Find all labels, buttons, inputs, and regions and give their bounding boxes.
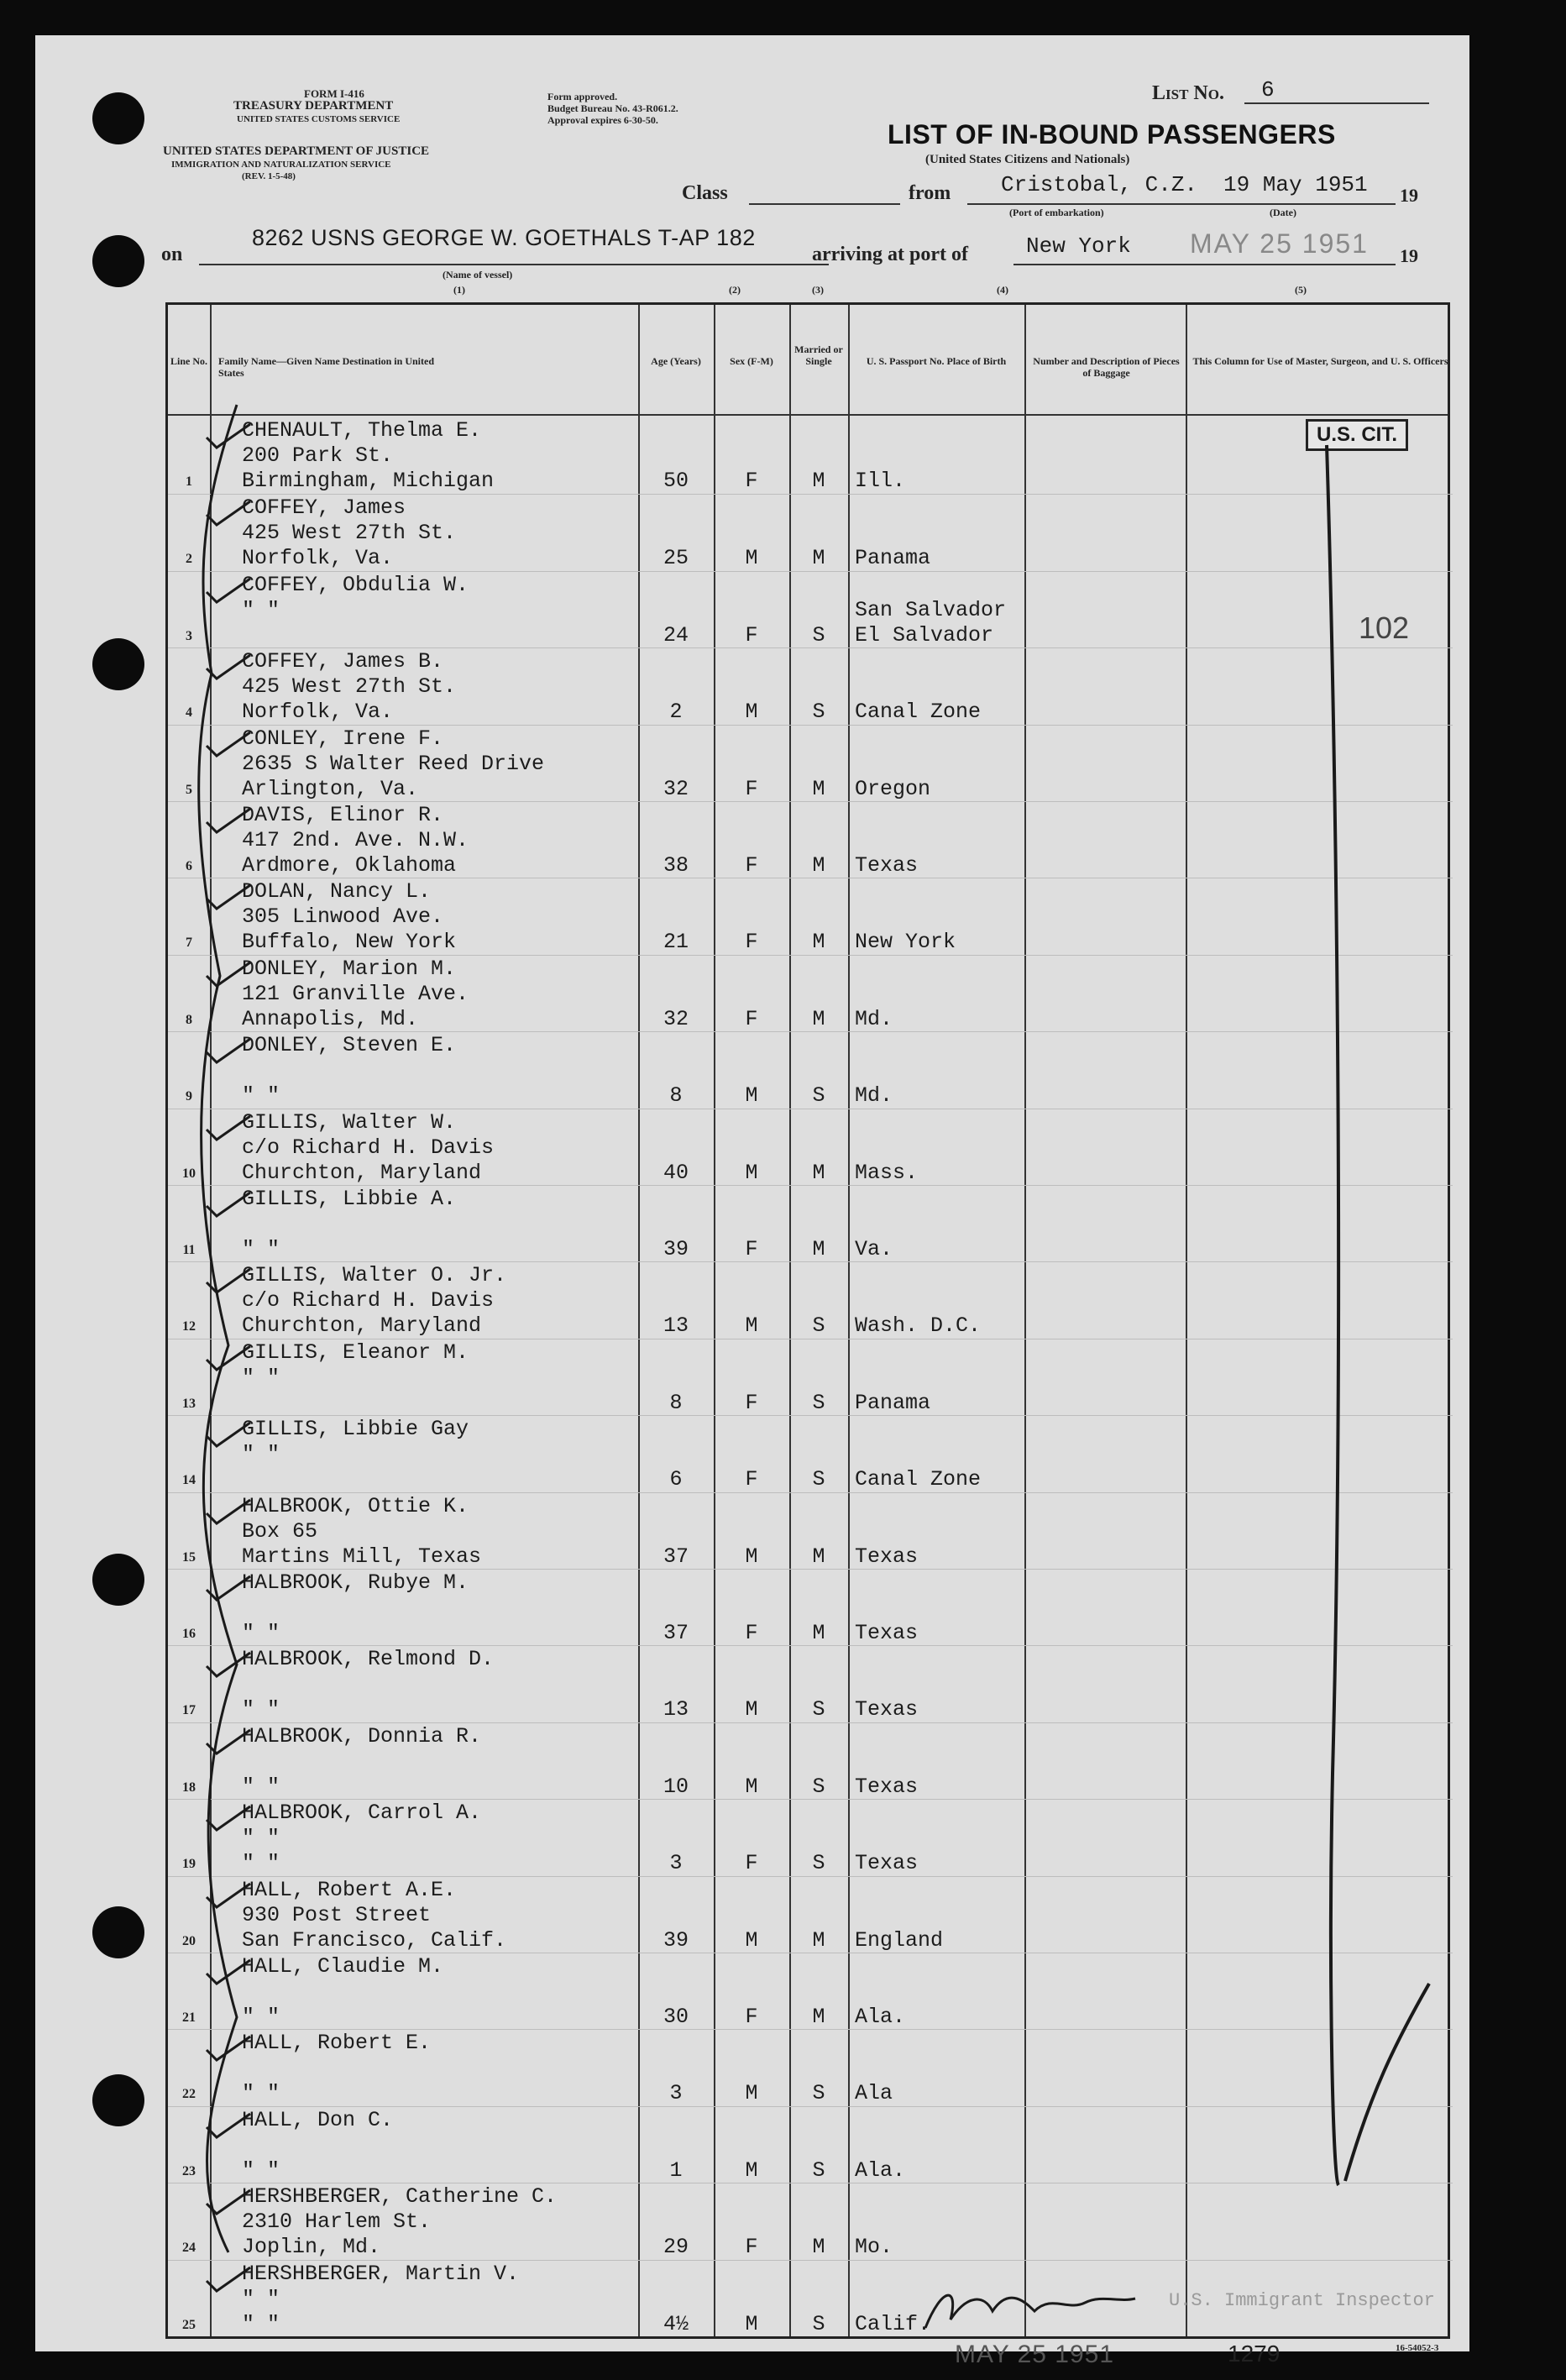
line-number: 3 — [186, 628, 192, 643]
passenger-name: HALL, Claudie M. — [242, 1954, 444, 1979]
passenger-name: CONLEY, Irene F. — [242, 726, 444, 751]
destination-line: San Francisco, Calif. — [242, 1927, 507, 1953]
age-value: 6 — [669, 1467, 683, 1492]
age-value: 29 — [663, 2235, 689, 2260]
arriving-label: arriving at port of — [812, 244, 968, 265]
line-number: 17 — [182, 1703, 196, 1718]
vessel-name: 8262 USNS GEORGE W. GOETHALS T-AP 182 — [252, 225, 756, 250]
passenger-name: GILLIS, Walter W. — [242, 1109, 457, 1135]
age-value: 39 — [663, 1927, 689, 1953]
line-number: 25 — [182, 2317, 196, 2332]
place-of-birth: Panama — [855, 546, 931, 571]
header-married: Married or Single — [794, 343, 843, 367]
inspector-signature — [909, 2269, 1144, 2345]
marital-status: S — [812, 1851, 825, 1876]
age-value: 37 — [663, 1621, 689, 1645]
line-number: 19 — [182, 1857, 196, 1872]
year-suffix: 19 — [1400, 185, 1418, 206]
sex-value: F — [745, 1390, 758, 1415]
place-of-birth: Mo. — [855, 2235, 893, 2260]
class-label: Class — [682, 182, 728, 204]
age-value: 4½ — [663, 2311, 689, 2336]
passenger-name: HERSHBERGER, Catherine C. — [242, 2184, 558, 2210]
place-of-birth: Texas — [855, 1544, 919, 1569]
header-age: Age (Years) — [651, 355, 701, 367]
destination-line: " " — [242, 1365, 280, 1390]
line-number: 4 — [186, 705, 192, 721]
sex-value: F — [745, 1006, 758, 1031]
page-title: LIST OF IN-BOUND PASSENGERS — [888, 119, 1336, 149]
header-passport: U. S. Passport No. Place of Birth — [866, 355, 1007, 367]
bottom-number: 1279 — [1228, 2341, 1281, 2367]
marital-status: S — [812, 2157, 825, 2183]
destination-line: " " — [242, 1083, 280, 1109]
sex-value: M — [745, 1313, 758, 1339]
line-number: 18 — [182, 1780, 196, 1795]
sex-value: M — [745, 1160, 758, 1185]
sex-value: F — [745, 853, 758, 878]
destination-line: Arlington, Va. — [242, 776, 419, 801]
page-subtitle: (United States Citizens and Nationals) — [925, 153, 1130, 166]
marital-status: S — [812, 622, 825, 647]
bottom-date-stamp: MAY 25 1951 — [955, 2341, 1115, 2368]
line-number: 22 — [182, 2087, 196, 2102]
destination-line: 417 2nd. Ave. N.W. — [242, 828, 469, 852]
marital-status: S — [812, 1313, 825, 1339]
line-number: 10 — [182, 1166, 196, 1181]
sex-value: M — [745, 2081, 758, 2106]
sex-value: M — [745, 1544, 758, 1569]
age-value: 50 — [663, 469, 689, 493]
from-label: from — [909, 182, 951, 204]
line-number: 23 — [182, 2163, 196, 2178]
destination-line: " " — [242, 1697, 280, 1722]
sex-value: F — [745, 2005, 758, 2029]
place-of-birth: Texas — [855, 1774, 919, 1799]
place-of-birth: Md. — [855, 1006, 893, 1031]
passenger-name: HALL, Robert A.E. — [242, 1877, 457, 1902]
age-value: 30 — [663, 2005, 689, 2029]
place-of-birth: Texas — [855, 853, 919, 878]
destination-line: Ardmore, Oklahoma — [242, 853, 457, 878]
place-of-birth: Wash. D.C. — [855, 1313, 982, 1339]
destination-line: Martins Mill, Texas — [242, 1544, 482, 1569]
line-number: 8 — [186, 1012, 192, 1027]
age-value: 25 — [663, 546, 689, 571]
treasury-dept: TREASURY DEPARTMENT — [233, 99, 394, 113]
passenger-name: CHENAULT, Thelma E. — [242, 418, 482, 443]
marital-status: M — [812, 1160, 825, 1185]
passenger-name: HALBROOK, Carrol A. — [242, 1801, 482, 1826]
form-sheet — [35, 35, 1469, 2368]
col-number: (3) — [812, 284, 824, 296]
arrival-port: New York — [1026, 233, 1131, 259]
passenger-name: HALBROOK, Ottie K. — [242, 1493, 469, 1518]
destination-line: " " — [242, 2286, 280, 2311]
approval-line-3: Approval expires 6-30-50. — [547, 114, 658, 126]
age-value: 3 — [669, 2081, 683, 2106]
on-label: on — [161, 244, 183, 265]
passenger-name: DONLEY, Marion M. — [242, 956, 457, 981]
sex-value: F — [745, 2235, 758, 2260]
marital-status: M — [812, 1927, 825, 1953]
passenger-name: COFFEY, James — [242, 495, 406, 521]
line-number: 15 — [182, 1549, 196, 1565]
destination-line: Joplin, Md. — [242, 2235, 381, 2260]
line-number: 16 — [182, 1627, 196, 1641]
destination-line: 425 West 27th St. — [242, 521, 457, 546]
marital-status: M — [812, 930, 825, 955]
marital-status: M — [812, 546, 825, 571]
age-value: 3 — [669, 1851, 683, 1876]
destination-line: 200 Park St. — [242, 443, 394, 468]
marital-status: S — [812, 1390, 825, 1415]
place-of-birth: England — [855, 1927, 944, 1953]
destination-line: c/o Richard H. Davis — [242, 1135, 495, 1160]
col-number: (4) — [997, 284, 1008, 296]
sex-value: M — [745, 700, 758, 725]
place-of-birth: Mass. — [855, 1160, 919, 1185]
place-of-birth: Calif. — [855, 2311, 931, 2336]
marital-status: M — [812, 2005, 825, 2029]
marital-status: S — [812, 1083, 825, 1109]
destination-line: Box 65 — [242, 1518, 318, 1544]
sex-value: F — [745, 776, 758, 801]
destination-line: " " — [242, 1237, 280, 1261]
us-citizen-stamp: U.S. CIT. — [1306, 419, 1408, 451]
passenger-name: HALBROOK, Rubye M. — [242, 1570, 469, 1595]
col-number: (1) — [453, 284, 465, 296]
place-of-birth: Ala. — [855, 2157, 906, 2183]
destination-line: " " — [242, 1621, 280, 1645]
age-value: 38 — [663, 853, 689, 878]
header-sex: Sex (F-M) — [730, 355, 773, 367]
destination-line: Norfolk, Va. — [242, 700, 394, 725]
place-of-birth: Ala — [855, 2081, 893, 2106]
form-number: FORM I-416 — [304, 87, 364, 100]
place-of-birth: Texas — [855, 1851, 919, 1876]
passenger-name: COFFEY, Obdulia W. — [242, 572, 469, 597]
header-line-no: Line No. — [170, 355, 207, 367]
marital-status: S — [812, 700, 825, 725]
marital-status: S — [812, 2311, 825, 2336]
sex-value: F — [745, 1467, 758, 1492]
destination-line: 2310 Harlem St. — [242, 2210, 432, 2235]
age-value: 24 — [663, 622, 689, 647]
check-marks-squiggle — [199, 405, 237, 2252]
line-number: 5 — [186, 782, 192, 797]
destination-line: Churchton, Maryland — [242, 1160, 482, 1185]
destination-line: 425 West 27th St. — [242, 674, 457, 700]
marital-status: M — [812, 1621, 825, 1645]
age-value: 8 — [669, 1390, 683, 1415]
destination-line: " " — [242, 1851, 280, 1876]
place-of-birth: Panama — [855, 1390, 931, 1415]
line-number: 13 — [182, 1396, 196, 1411]
sex-value: M — [745, 1927, 758, 1953]
sex-value: M — [745, 1774, 758, 1799]
place-of-birth: Ala. — [855, 2005, 906, 2029]
destination-line: 121 Granville Ave. — [242, 981, 469, 1006]
passenger-count: 102 — [1359, 611, 1410, 645]
place-of-birth: Ill. — [855, 469, 906, 493]
age-value: 32 — [663, 1006, 689, 1031]
passenger-name: GILLIS, Libbie A. — [242, 1187, 457, 1211]
destination-line: " " — [242, 2311, 280, 2336]
destination-line: Annapolis, Md. — [242, 1006, 419, 1031]
arrival-date-stamp: MAY 25 1951 — [1190, 228, 1369, 259]
marital-status: S — [812, 2081, 825, 2106]
embark-date: 19 May 1951 — [1223, 172, 1368, 197]
port-of-embarkation: Cristobal, C.Z. — [1001, 172, 1198, 197]
passenger-name: GILLIS, Walter O. Jr. — [242, 1263, 507, 1288]
line-number: 12 — [182, 1319, 196, 1334]
vessel-caption: (Name of vessel) — [443, 269, 513, 280]
passenger-name: GILLIS, Libbie Gay — [242, 1417, 469, 1442]
destination-line: " " — [242, 2081, 280, 2106]
marital-status: M — [812, 776, 825, 801]
sex-value: F — [745, 1621, 758, 1645]
sex-value: F — [745, 1237, 758, 1261]
marital-status: S — [812, 1697, 825, 1722]
age-value: 21 — [663, 930, 689, 955]
header-name: Family Name—Given Name Destination in United States — [218, 355, 434, 379]
marital-status: M — [812, 2235, 825, 2260]
age-value: 39 — [663, 1237, 689, 1261]
year-suffix-2: 19 — [1400, 245, 1418, 266]
col-number: (5) — [1295, 284, 1307, 296]
line-number: 2 — [186, 552, 192, 567]
passenger-name: HALL, Don C. — [242, 2107, 394, 2132]
line-number: 24 — [182, 2241, 196, 2256]
marital-status: M — [812, 469, 825, 493]
approval-line-2: Budget Bureau No. 43-R061.2. — [547, 102, 678, 114]
list-number: 6 — [1261, 77, 1275, 102]
place-of-birth: San Salvador — [855, 597, 1007, 622]
line-number: 21 — [182, 2010, 196, 2025]
passenger-name: HERSHBERGER, Martin V. — [242, 2261, 520, 2286]
age-value: 13 — [663, 1697, 689, 1722]
date-caption: (Date) — [1270, 207, 1296, 218]
destination-line: Churchton, Maryland — [242, 1313, 482, 1339]
place-of-birth: Oregon — [855, 776, 931, 801]
approval-line-1: Form approved. — [547, 91, 618, 102]
marital-status: M — [812, 1006, 825, 1031]
passenger-name: HALL, Robert E. — [242, 2031, 432, 2056]
sex-value: M — [745, 546, 758, 571]
place-of-birth: El Salvador — [855, 622, 994, 647]
place-of-birth: Va. — [855, 1237, 893, 1261]
age-value: 2 — [669, 700, 683, 725]
line-number: 11 — [182, 1243, 196, 1257]
col-number: (2) — [729, 284, 741, 296]
ins-service: IMMIGRATION AND NATURALIZATION SERVICE — [171, 160, 391, 170]
destination-line: Buffalo, New York — [242, 930, 457, 955]
place-of-birth: Md. — [855, 1083, 893, 1109]
footer-code: 16-54052-3 — [1396, 2343, 1439, 2353]
doj-dept: UNITED STATES DEPARTMENT OF JUSTICE — [163, 144, 430, 158]
sex-value: F — [745, 469, 758, 493]
place-of-birth: New York — [855, 930, 956, 955]
list-label: List No. — [1152, 82, 1224, 104]
line-number: 6 — [186, 859, 192, 873]
vertical-pen-line — [1327, 445, 1338, 2185]
destination-line: " " — [242, 2005, 280, 2029]
passenger-name: HALBROOK, Relmond D. — [242, 1647, 495, 1672]
place-of-birth: Canal Zone — [855, 1467, 982, 1492]
age-value: 32 — [663, 776, 689, 801]
sex-value: M — [745, 1697, 758, 1722]
destination-line: " " — [242, 597, 280, 622]
passenger-name: DONLEY, Steven E. — [242, 1033, 457, 1058]
marital-status: M — [812, 853, 825, 878]
destination-line: " " — [242, 1826, 280, 1851]
destination-line: 930 Post Street — [242, 1902, 432, 1927]
marital-status: S — [812, 1467, 825, 1492]
line-number: 7 — [186, 936, 192, 951]
place-of-birth: Canal Zone — [855, 700, 982, 725]
sex-value: F — [745, 930, 758, 955]
inspector-title: U.S. Immigrant Inspector — [1169, 2290, 1435, 2311]
header-baggage: Number and Description of Pieces of Baggage — [1033, 355, 1180, 379]
destination-line: Birmingham, Michigan — [242, 469, 495, 493]
sex-value: M — [745, 2157, 758, 2183]
sex-value: F — [745, 622, 758, 647]
line-number: 14 — [182, 1473, 196, 1488]
destination-line: 2635 S Walter Reed Drive — [242, 751, 545, 776]
destination-line: " " — [242, 1774, 280, 1799]
customs-service: UNITED STATES CUSTOMS SERVICE — [237, 114, 401, 124]
destination-line: " " — [242, 1442, 280, 1467]
age-value: 37 — [663, 1544, 689, 1569]
header-officers: This Column for Use of Master, Surgeon, and U. S. Officers — [1192, 355, 1448, 367]
place-of-birth: Texas — [855, 1621, 919, 1645]
pen-markings — [35, 35, 1469, 2351]
destination-line: " " — [242, 2157, 280, 2183]
passenger-name: COFFEY, James B. — [242, 649, 444, 674]
age-value: 10 — [663, 1774, 689, 1799]
place-of-birth: Texas — [855, 1697, 919, 1722]
passenger-name: HALBROOK, Donnia R. — [242, 1723, 482, 1748]
diagonal-pen-line — [1345, 1984, 1429, 2181]
sex-value: M — [745, 1083, 758, 1109]
passenger-name: GILLIS, Eleanor M. — [242, 1339, 469, 1365]
passenger-name: DOLAN, Nancy L. — [242, 879, 432, 904]
destination-line: Norfolk, Va. — [242, 546, 394, 571]
sex-value: M — [745, 2311, 758, 2336]
marital-status: M — [812, 1237, 825, 1261]
line-number: 9 — [186, 1089, 192, 1104]
destination-line: c/o Richard H. Davis — [242, 1288, 495, 1313]
revision: (REV. 1-5-48) — [242, 171, 296, 181]
age-value: 8 — [669, 1083, 683, 1109]
age-value: 13 — [663, 1313, 689, 1339]
destination-line: 305 Linwood Ave. — [242, 904, 444, 930]
sex-value: F — [745, 1851, 758, 1876]
age-value: 1 — [669, 2157, 683, 2183]
line-number: 20 — [182, 1933, 196, 1948]
age-value: 40 — [663, 1160, 689, 1185]
line-number: 1 — [186, 474, 192, 489]
port-embark-caption: (Port of embarkation) — [1009, 207, 1104, 218]
marital-status: S — [812, 1774, 825, 1799]
passenger-name: DAVIS, Elinor R. — [242, 803, 444, 827]
marital-status: M — [812, 1544, 825, 1569]
